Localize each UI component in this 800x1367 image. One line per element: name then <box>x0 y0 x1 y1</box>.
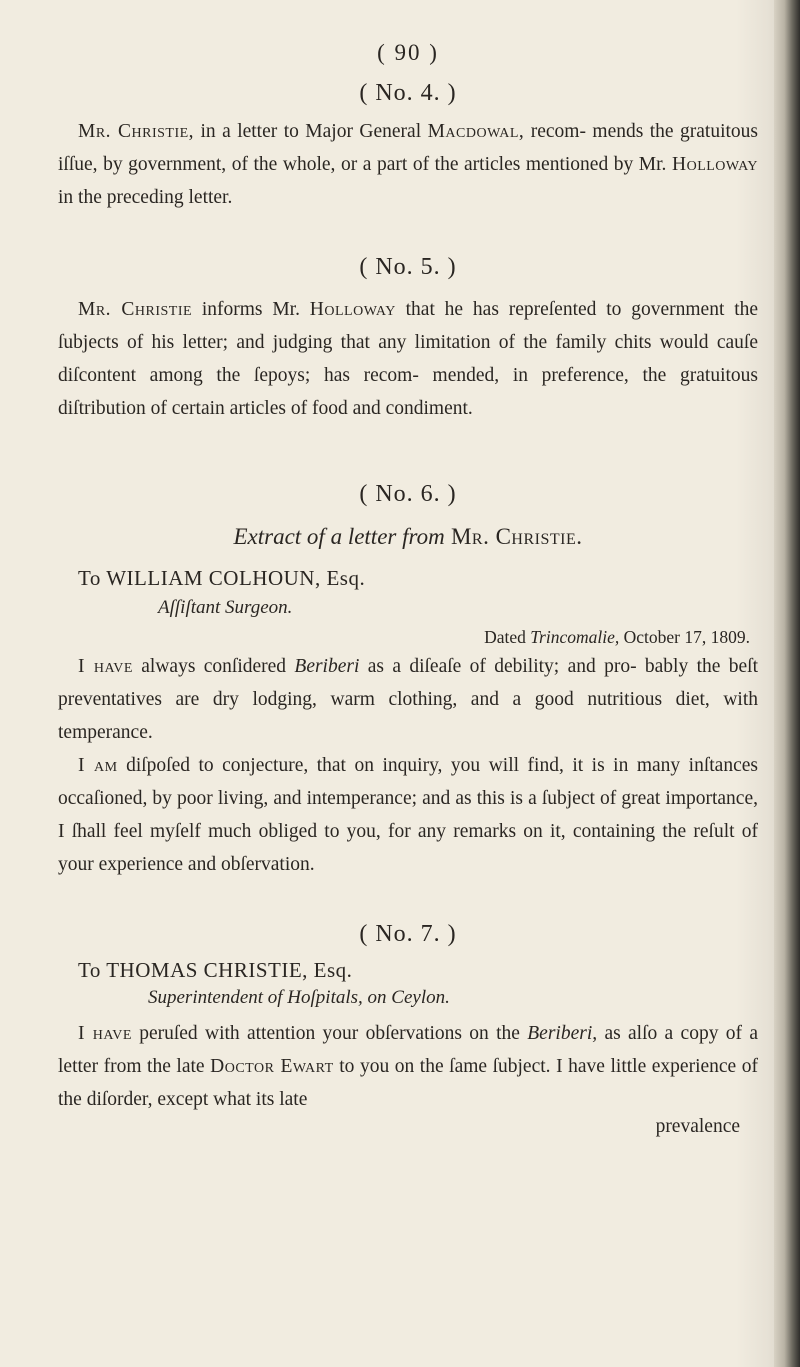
section-no5-text <box>58 293 758 425</box>
section-no5 <box>58 254 758 425</box>
term-beriberi: Beriberi, <box>527 1023 598 1044</box>
name-holloway: Holloway <box>672 154 759 175</box>
text-fragment: in a letter to Major General <box>194 121 428 142</box>
name-christie: Mr. Christie. <box>444 524 583 549</box>
name-holloway: Holloway <box>309 299 396 320</box>
text-fragment: that he has repreſented to <box>395 299 622 320</box>
section-no7-heading: ( No. 7. ) <box>359 921 457 947</box>
book-gutter-shadow <box>774 0 800 1367</box>
text-fragment: I have <box>78 656 133 677</box>
text-fragment: informs Mr. <box>192 299 310 320</box>
name-christie: Mr. Christie, <box>78 121 195 142</box>
term-beriberi: Beriberi <box>294 656 360 677</box>
text-fragment: mends the gratuitous iſſue, by government, of the whole, or a part of <box>58 121 759 175</box>
text-fragment: peruſed with attention your obſervations on the <box>131 1023 528 1044</box>
section-no4-heading: ( No. 4. ) <box>359 80 457 106</box>
text-fragment: government the ſubjects of his letter; and judging that any limitation of the family chits would cauſe diſcontent among the ſepoys; has recom- mended, in preference, the gratuitous diſtribution of certain articles of food and condiment. <box>58 299 759 419</box>
name-christie: Mr. Christie <box>78 299 193 320</box>
catchword: prevalence <box>655 1116 740 1137</box>
section-no6-heading: ( No. 6. ) <box>359 481 457 507</box>
text-fragment: October 17, 1809. <box>619 627 750 647</box>
text-fragment: always conſidered <box>132 656 295 677</box>
section-no5-heading: ( No. 5. ) <box>359 254 457 280</box>
letter-date <box>58 627 750 648</box>
section-no7-paragraph <box>58 1017 758 1116</box>
text-fragment: Dated <box>484 627 531 647</box>
text-fragment: to you on the ſame ſubject. I have little experience of the diſorder, except what its late <box>58 1056 758 1110</box>
section-no4 <box>58 80 758 214</box>
page-content <box>58 40 758 1138</box>
section-no6-title <box>58 524 758 550</box>
text-fragment: I am <box>78 755 118 776</box>
text-fragment: Extract of a letter from <box>233 524 445 549</box>
text-fragment: diſpoſed to conjecture, that on inquiry, you will find, it is in many inſtances occaſioned, by poor living, and intemperance; and as this is a ſubject of great importance, I ſhall feel myſelf much obliged to you, for any remarks on it, containing the reſult of your experience and obſervation. <box>58 755 758 875</box>
text-fragment: as a diſeaſe of debility; and pro- bably the beſt preventatives are dry lodging, warm clothing, and a good nutritious diet, with temperance. <box>58 656 758 743</box>
page-number: ( 90 ) <box>377 40 439 65</box>
addressee-christie: To THOMAS CHRISTIE, Esq. <box>78 958 353 982</box>
name-macdowal: Macdowal, <box>427 121 525 142</box>
addressee-colhoun: To WILLIAM COLHOUN, Esq. <box>78 566 366 590</box>
text-fragment: Trincomalie, <box>530 627 620 647</box>
text-fragment: in the preceding letter. <box>58 187 233 208</box>
section-no6 <box>58 481 758 881</box>
section-no4-text <box>58 115 758 214</box>
text-fragment: the articles mentioned by Mr. <box>434 154 672 175</box>
text-fragment: as alſo a copy of a letter from the late <box>58 1023 758 1077</box>
section-no6-paragraph-2 <box>58 749 758 881</box>
addressee-role: Aſſiſtant Surgeon. <box>158 597 293 618</box>
section-no7 <box>58 921 758 1138</box>
section-no6-paragraph-1 <box>58 650 758 749</box>
text-fragment: I have <box>78 1023 132 1044</box>
text-fragment: recom- <box>524 121 586 142</box>
name-ewart: Doctor Ewart <box>210 1056 334 1077</box>
addressee-role: Superintendent of Hoſpitals, on Ceylon. <box>148 987 450 1008</box>
